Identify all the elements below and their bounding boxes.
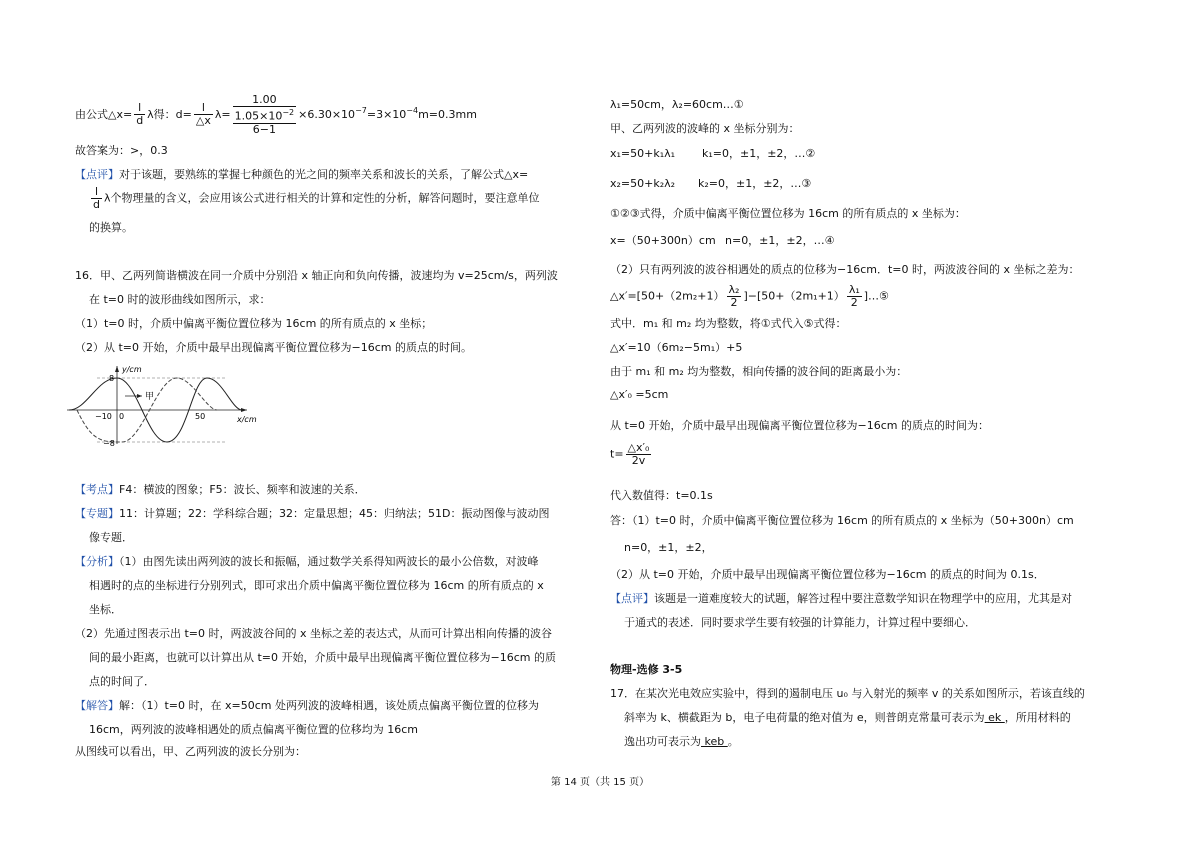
zhuanti-line-1: 【专题】11：计算题；22：学科综合题；32：定量思想；45：归纳法；51D：振动图像与波动图 [75, 507, 550, 520]
formula-lambda: λ= [214, 107, 231, 121]
q17-line-1: 17．在某次光电效应实验中，得到的遏制电压 u₀ 与入射光的频率 v 的关系如图所示，若该直线的 [610, 687, 1085, 700]
wave-figure [67, 362, 267, 452]
q16-line-4: （2）从 t=0 开始，介质中最早出现偏离平衡位置位移为−16cm 的质点的时间。 [75, 341, 472, 354]
wave-label-jia: 甲 [145, 392, 155, 402]
section-heading: 物理-选修 3-5 [610, 663, 683, 676]
r-line-17: n=0，±1，±2， [624, 541, 713, 554]
fenxi-line-5: 间的最小距离，也就可以计算出从 t=0 开始，介质中最早出现偏离平衡位置位移为−16cm 的质 [89, 651, 556, 664]
r-line-4a: x₂=50+k₂λ₂ [610, 177, 676, 190]
q16-line-1: 16．甲、乙两列简谐横波在同一介质中分别沿 x 轴正向和负向传播，波速均为 v=25cm/s，两列波 [75, 269, 558, 282]
r-line-7: （2）只有两列波的波谷相遇处的质点的位移为−16cm．t=0 时，两波波谷间的 x 坐标之差为： [610, 263, 1080, 276]
formula-mid: λ得：d= [147, 107, 192, 121]
r-line-15: 代入数值得：t=0.1s [610, 489, 713, 502]
jieda-line-3: 从图线可以看出，甲、乙两列波的波长分别为： [75, 745, 306, 758]
r-line-11: 由于 m₁ 和 m₂ 均为整数，相向传播的波谷间的距离最小为： [610, 365, 908, 378]
r-line-18: （2）从 t=0 开始，介质中最早出现偏离平衡位置位移为−16cm 的质点的时间为 0.1s． [610, 568, 1045, 581]
y-tick-8: 8 [109, 374, 115, 383]
fenxi-line-1: 【分析】（1）由图先读出两列波的波长和振幅，通过数学关系得知两波长的最小公倍数，对波峰 [75, 555, 539, 568]
r-line-1: λ₁=50cm，λ₂=60cm…① [610, 98, 744, 111]
r-line-4b: k₂=0，±1，±2，…③ [698, 177, 812, 190]
r-line-3a: x₁=50+k₁λ₁ [610, 147, 676, 160]
zhuanti-line-2: 像专题． [89, 531, 133, 544]
r-dianping-2: 于通式的表述．同时要求学生要有较强的计算能力，计算过程中要细心． [624, 616, 976, 629]
r-line-10: △x′=10（6m₂−5m₁）+5 [610, 341, 743, 354]
fenxi-line-4: （2）先通过图表示出 t=0 时，两波波谷间的 x 坐标之差的表达式，从而可计算出相向传播的波谷 [75, 627, 553, 640]
fenxi-line-6: 点的时间了． [89, 675, 155, 688]
formula-prefix: 由公式△x= [75, 107, 133, 121]
x-tick-neg10: −10 [95, 412, 112, 421]
r-line-3b: k₁=0，±1，±2，…② [702, 147, 816, 160]
y-axis-arrow [115, 366, 119, 372]
answer-15: 故答案为：>，0.3 [75, 144, 168, 157]
fenxi-line-3: 坐标． [89, 603, 122, 616]
r-line-13: 从 t=0 开始，介质中最早出现偏离平衡位置位移为−16cm 的质点的时间为： [610, 419, 989, 432]
r-line-9: 式中．m₁ 和 m₂ 均为整数，将①式代入⑤式得： [610, 317, 847, 330]
q17-line-2: 斜率为 k、横截距为 b，电子电荷量的绝对值为 e，则普朗克常量可表示为 ek ，所用材料的 [624, 711, 1071, 724]
fraction-l-over-d: $\frac{l}{d}$ [136, 101, 144, 128]
answer-keb: keb [701, 735, 728, 748]
jieda-line-1: 【解答】解：（1）t=0 时，在 x=50cm 处两列波的波峰相遇，该处质点偏离平衡位置的位移为 [75, 699, 540, 712]
fraction-l-over-dx: $\frac{l}{\triangle x}$ [195, 101, 211, 128]
r-dianping-1: 【点评】该题是一道难度较大的试题，解答过程中要注意数学知识在物理学中的应用，尤其是对 [610, 592, 1072, 605]
answer-ek: ek [984, 711, 1005, 724]
dianping-line-2: $\frac{l}{d}$ λ个物理量的含义，会应用该公式进行相关的计算和定性的分析，解答问题时，要注意单位 [93, 185, 540, 211]
x-axis-label: x/cm [237, 415, 257, 424]
page-footer: 第 14 页（共 15 页） [550, 777, 650, 788]
kaodian: 【考点】F4：横波的图象；F5：波长、频率和波速的关系． [75, 483, 366, 496]
x-tick-50: 50 [195, 412, 206, 421]
r-line-12: △x′₀ =5cm [610, 388, 669, 401]
r-line-6b: n=0，±1，±2，…④ [725, 234, 835, 247]
r-line-5: ①②③式得，介质中偏离平衡位置位移为 16cm 的所有质点的 x 坐标为： [610, 207, 966, 220]
r-line-16: 答：（1）t=0 时，介质中偏离平衡位置位移为 16cm 的所有质点的 x 坐标为（50+300n）cm [610, 514, 1074, 527]
jieda-line-2: 16cm，两列波的波峰相遇处的质点偏离平衡位置的位移均为 16cm [89, 723, 419, 736]
x-tick-0: 0 [119, 412, 125, 421]
fraction-big: 1.00 $1.05\times 10^{-2}$ 6−1 [234, 93, 295, 136]
r-line-2: 甲、乙两列波的波峰的 x 坐标分别为： [610, 122, 800, 135]
q16-line-3: （1）t=0 时，介质中偏离平衡位置位移为 16cm 的所有质点的 x 坐标； [75, 317, 433, 330]
dianping-line-3: 的换算。 [89, 221, 133, 234]
q17-line-3: 逸出功可表示为 keb 。 [624, 735, 739, 748]
y-tick-neg8: −8 [103, 439, 115, 448]
dianping-line-1: 【点评】对于该题，要熟练的掌握七种颜色的光之间的频率关系和波长的关系，了解公式△x= [75, 168, 529, 181]
formula-line: 由公式△x= $\frac{l}{d}$ λ得：d= $\frac{l}{\triangle x}$ λ= 1.00 $1.05\times 10^{-2}$ 6−1 $\times 6.30\times 10^{-7}=3\times 10^{-4}m=0.3mm$ [75, 93, 477, 136]
r-line-8: △x′=[50+（2m₂+1） $\frac{\text{λ₂}}{2}$ ]−[50+（2m₁+1） $\frac{\text{λ₁}}{2}$ ]…⑤ [610, 283, 889, 309]
y-axis-label: y/cm [122, 365, 142, 374]
fenxi-line-2: 相遇时的点的坐标进行分别列式，即可求出介质中偏离平衡位置位移为 16cm 的所有质点的 x [89, 579, 544, 592]
r-line-14: t= $\frac{\text{△x′₀}}{2v}$ [610, 441, 650, 467]
r-line-6a: x=（50+300n）cm [610, 234, 716, 247]
q16-line-2: 在 t=0 时的波形曲线如图所示，求： [89, 293, 271, 306]
